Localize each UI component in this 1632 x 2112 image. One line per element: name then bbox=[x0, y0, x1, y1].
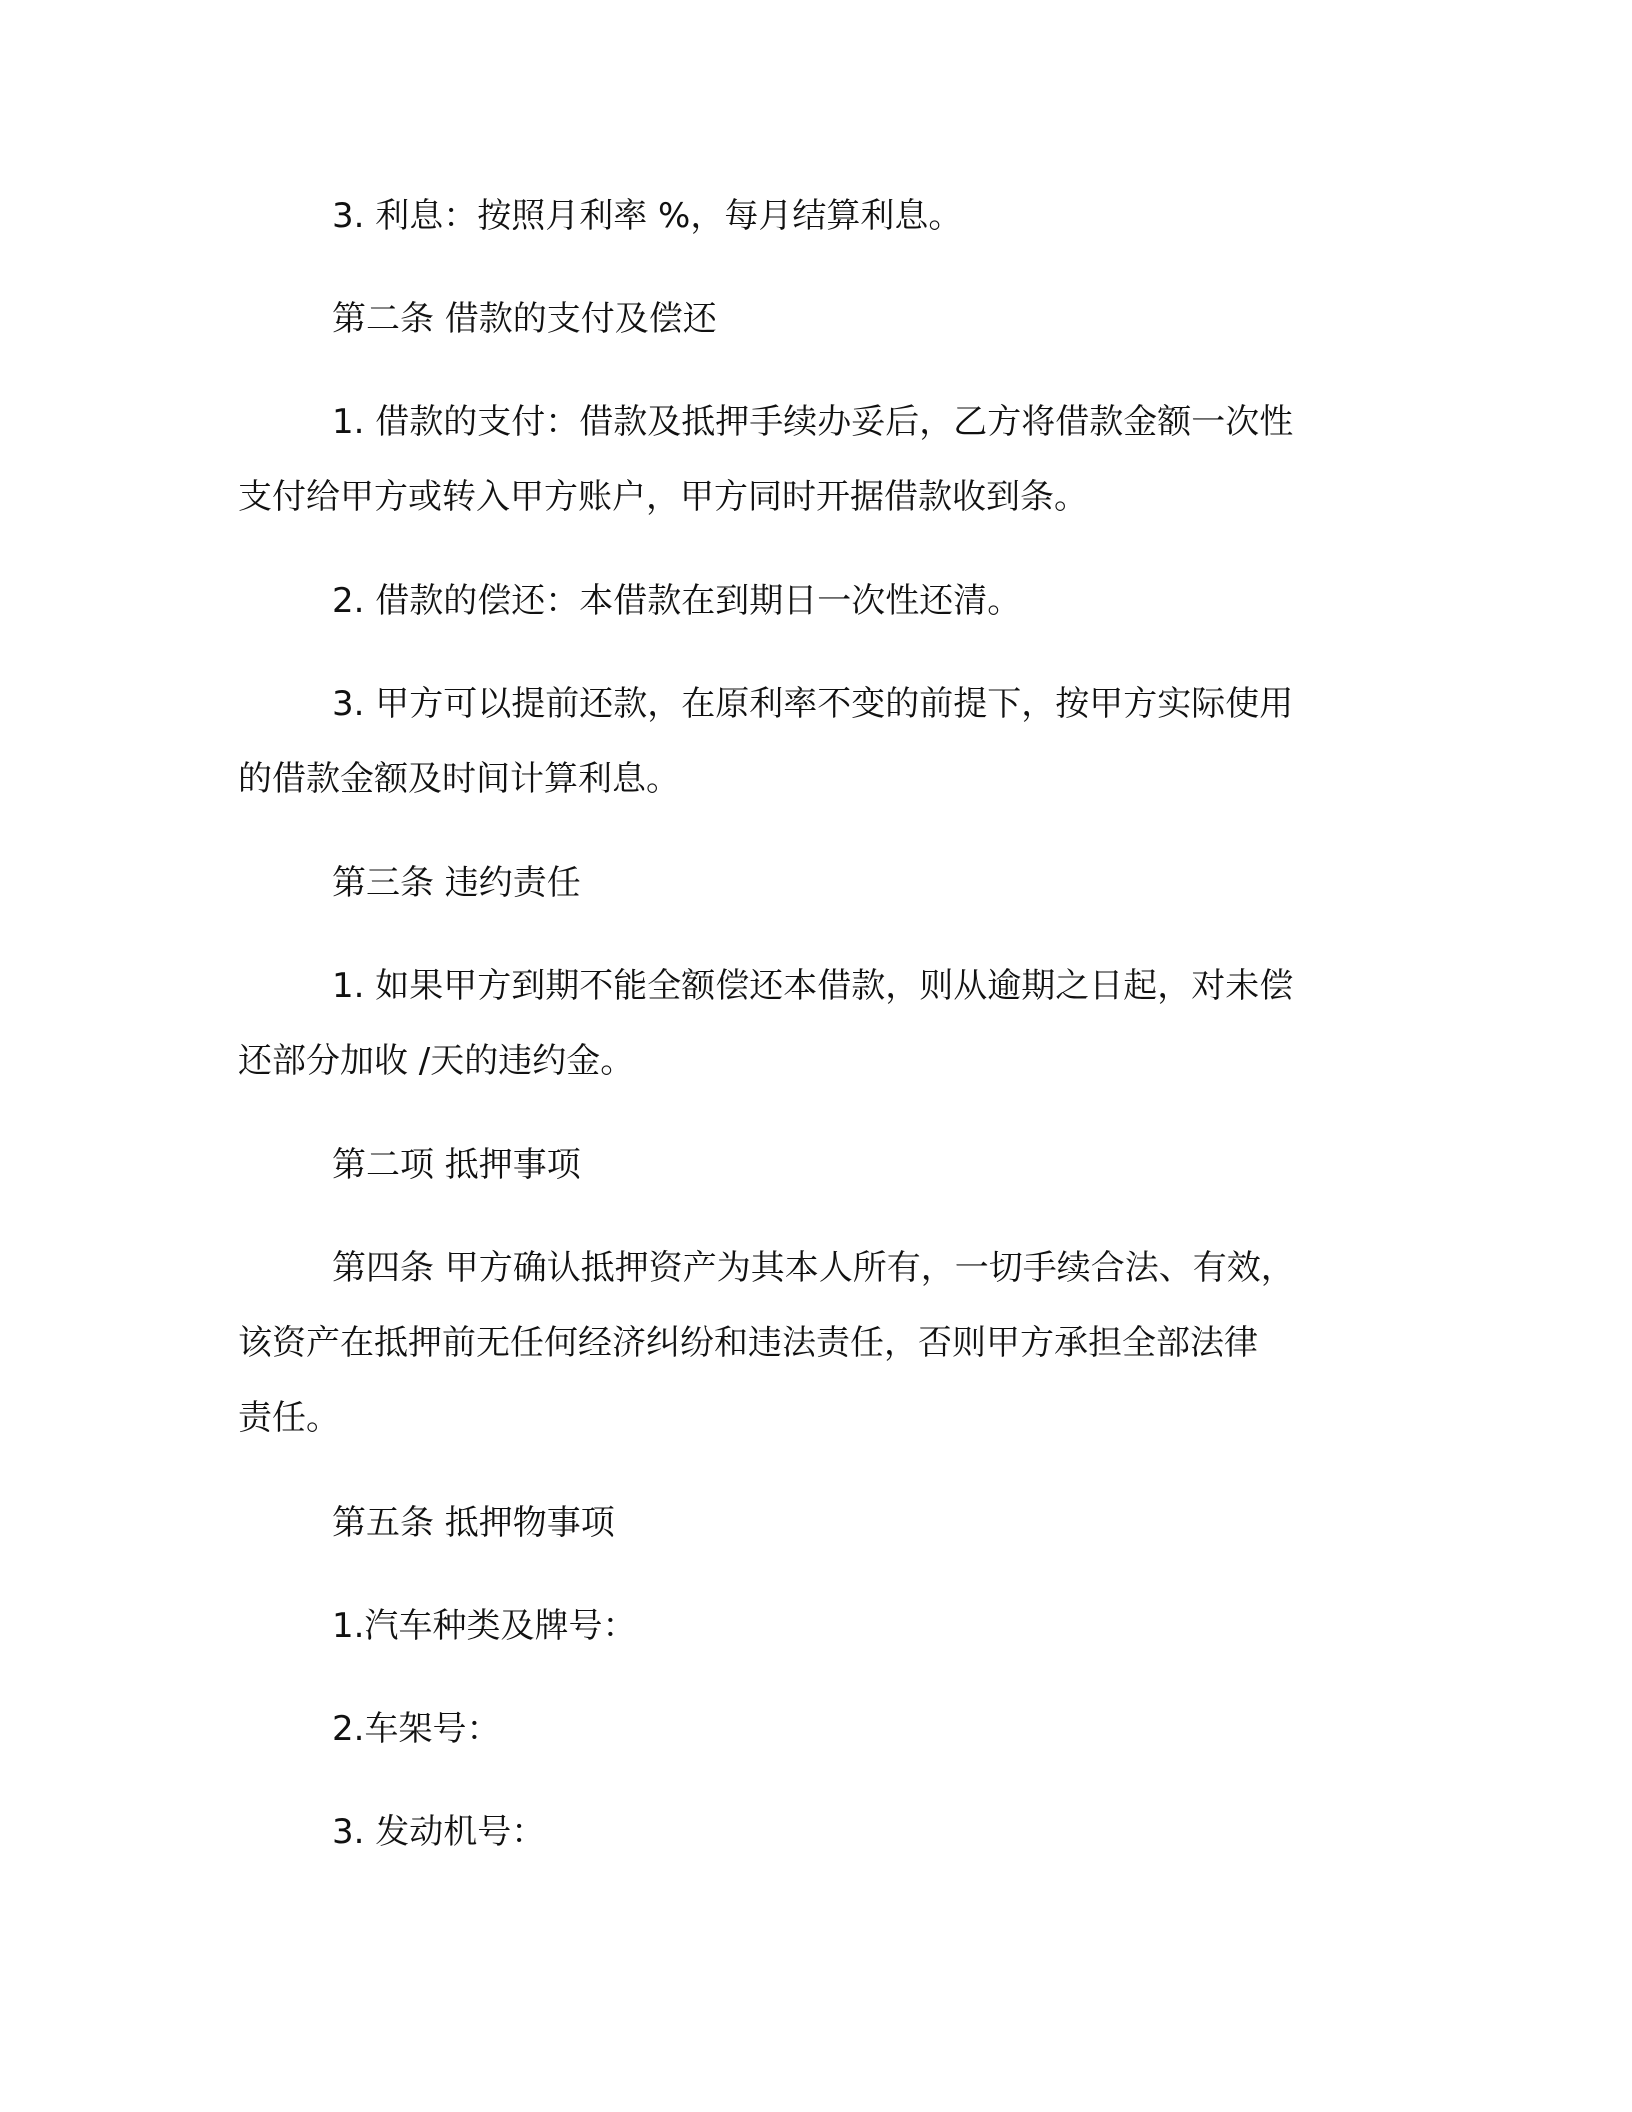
item-vehicle-type: 1.汽车种类及牌号： bbox=[332, 1606, 637, 1646]
clause-payment-line-1: 1. 借款的支付：借款及抵押手续办妥后，乙方将借款金额一次性 bbox=[332, 402, 1294, 442]
clause-early-repayment-line-2: 的借款金额及时间计算利息。 bbox=[238, 759, 680, 799]
section-2-heading: 第二项 抵押事项 bbox=[332, 1145, 581, 1185]
article-4-line-2: 该资产在抵押前无任何经济纠纷和违法责任，否则甲方承担全部法律 bbox=[238, 1323, 1258, 1363]
article-2-heading: 第二条 借款的支付及偿还 bbox=[332, 299, 717, 339]
item-engine-number: 3. 发动机号： bbox=[332, 1812, 546, 1852]
clause-penalty-line-1: 1. 如果甲方到期不能全额偿还本借款，则从逾期之日起，对未偿 bbox=[332, 966, 1294, 1006]
article-4-line-1: 第四条 甲方确认抵押资产为其本人所有，一切手续合法、有效， bbox=[332, 1248, 1295, 1288]
clause-payment-line-2: 支付给甲方或转入甲方账户，甲方同时开据借款收到条。 bbox=[238, 477, 1088, 517]
clause-repayment: 2. 借款的偿还：本借款在到期日一次性还清。 bbox=[332, 581, 1022, 621]
article-3-heading: 第三条 违约责任 bbox=[332, 863, 581, 903]
clause-interest: 3. 利息：按照月利率 %，每月结算利息。 bbox=[332, 196, 963, 236]
article-4-line-3: 责任。 bbox=[238, 1398, 340, 1438]
article-5-heading: 第五条 抵押物事项 bbox=[332, 1503, 615, 1543]
clause-penalty-line-2: 还部分加收 /天的违约金。 bbox=[238, 1041, 635, 1081]
item-frame-number: 2.车架号： bbox=[332, 1709, 501, 1749]
clause-early-repayment-line-1: 3. 甲方可以提前还款，在原利率不变的前提下，按甲方实际使用 bbox=[332, 684, 1294, 724]
